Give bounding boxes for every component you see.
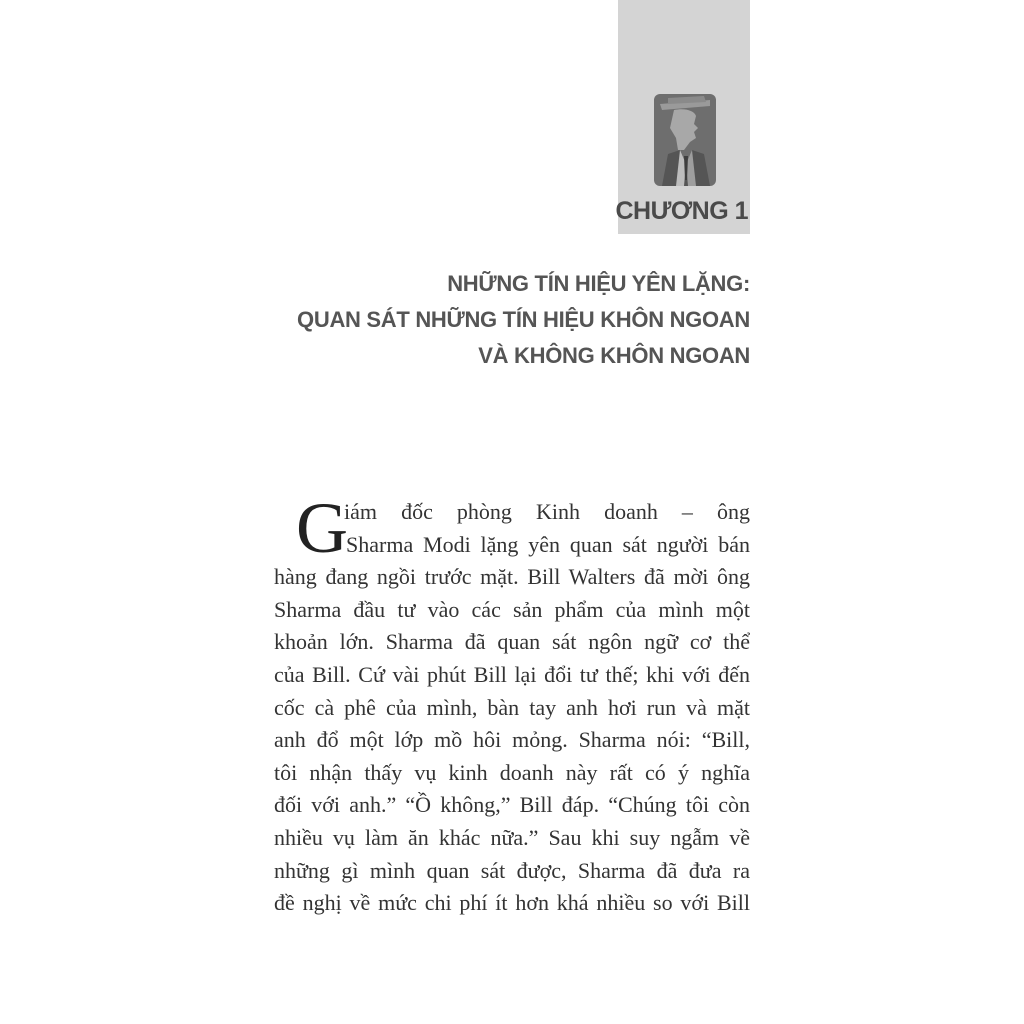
text-line: Sharma Modi lặng yên quan sát người bán bbox=[346, 531, 750, 557]
text-line: của Bill. Cứ vài phút Bill lại đổi tư thế; khi với đến bbox=[274, 661, 750, 687]
text-line: hàng đang ngồi trước mặt. Bill Walters đã mời ông bbox=[274, 564, 750, 590]
text-line: khoản lớn. Sharma đã quan sát ngôn ngữ cơ thể bbox=[274, 629, 750, 655]
chapter-title bbox=[230, 266, 750, 374]
chapter-tab bbox=[615, 0, 750, 234]
text-line: cốc cà phê của mình, bàn tay anh hơi run và mặt bbox=[274, 694, 750, 720]
text-line: những gì mình quan sát được, Sharma đã đưa ra bbox=[274, 857, 750, 883]
text-line: tôi nhận thấy vụ kinh doanh này rất có ý nghĩa bbox=[274, 759, 750, 785]
body-paragraph bbox=[274, 488, 750, 920]
text-line: đề nghị về mức chi phí ít hơn khá nhiều so với Bill bbox=[274, 890, 750, 916]
chapter-title-line: VÀ KHÔNG KHÔN NGOAN bbox=[478, 343, 750, 368]
detective-silhouette-icon bbox=[654, 94, 716, 186]
text-line: iám đốc phòng Kinh doanh – ông bbox=[344, 499, 750, 524]
chapter-label: CHƯƠNG 1 bbox=[615, 197, 748, 225]
text-line: nhiều vụ làm ăn khác nữa.” Sau khi suy ngẫm về bbox=[274, 824, 750, 850]
chapter-title-line: QUAN SÁT NHỮNG TÍN HIỆU KHÔN NGOAN bbox=[297, 307, 750, 332]
text-line: đối với anh.” “Ồ không,” Bill đáp. “Chúng tôi còn bbox=[274, 792, 750, 818]
text-line: anh đổ một lớp mồ hôi mỏng. Sharma nói: “Bill, bbox=[274, 727, 750, 753]
chapter-title-line: NHỮNG TÍN HIỆU YÊN LẶNG: bbox=[447, 271, 750, 296]
drop-cap: G bbox=[296, 488, 348, 568]
text-line: Sharma đầu tư vào các sản phẩm của mình một bbox=[274, 596, 750, 622]
